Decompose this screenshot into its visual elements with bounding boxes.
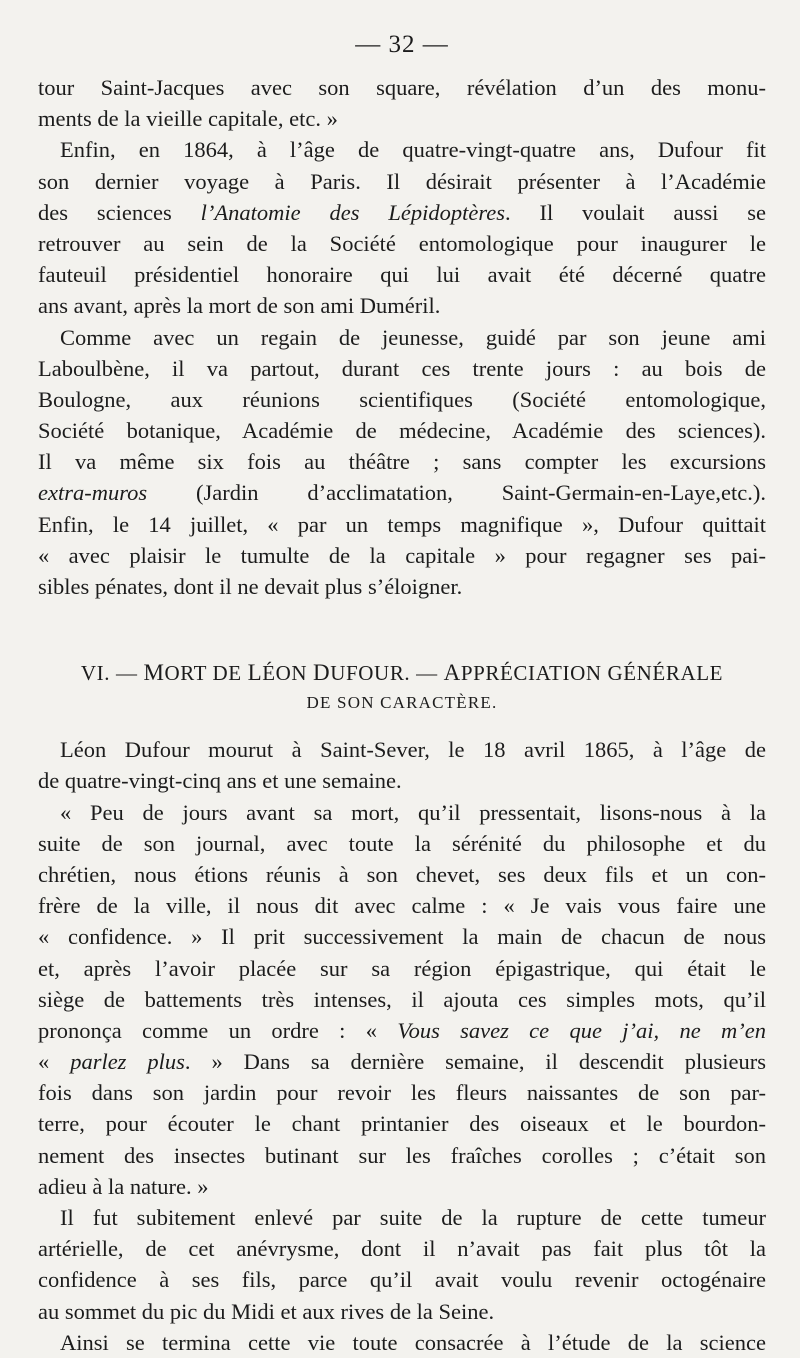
text-line	[38, 1015, 766, 1046]
heading-number: VI. —	[80, 661, 144, 686]
paragraph	[38, 734, 766, 796]
text-line: confidence à ses fils, parce qu’il avait voulu revenir octogénaire	[38, 1267, 766, 1293]
text-line	[38, 477, 766, 508]
text-line: Léon Dufour mourut à Saint-Sever, le 18 avril 1865, à l’âge de	[60, 737, 766, 763]
heading-cap: L	[247, 660, 263, 686]
text-line: siège de battements très intenses, il ajouta ces simples mots, qu’il	[38, 986, 766, 1012]
text-line	[38, 1046, 766, 1077]
text-line: sibles pénates, dont il ne devait plus s’éloigner.	[38, 574, 463, 599]
text-line: Société botanique, Académie de médecine, Académie des sciences).	[38, 418, 766, 444]
text-line: Il fut subitement enlevé par suite de la rupture de cette tumeur	[60, 1205, 766, 1230]
heading-text: UFOUR. —	[330, 661, 444, 686]
text-line: nement des insectes butinant sur les fraîches corolles ; c’était son	[38, 1142, 766, 1168]
paragraph	[38, 322, 766, 603]
italic-phrase: extra-muros	[38, 480, 148, 506]
text-line: adieu à la nature. »	[38, 1173, 209, 1199]
text-line: frère de la ville, il nous dit avec calme : « Je vais vous faire une	[38, 893, 766, 919]
text-line: tour Saint-Jacques avec son square, révélation d’un des monu-	[38, 75, 766, 100]
text-line: et, après l’avoir placée sur sa région épigastrique, qui était le	[38, 955, 766, 981]
heading-cap: D	[313, 660, 331, 686]
text-line: suite de son journal, avec toute la sérénité du philosophe et du	[38, 830, 766, 856]
text-line: Comme avec un regain de jeunesse, guidé par son jeune ami	[60, 324, 766, 350]
text-line: Ainsi se termina cette vie toute consacrée à l’étude de la science	[60, 1329, 766, 1355]
text-line: Enfin, en 1864, à l’âge de quatre-vingt-quatre ans, Dufour fit	[60, 137, 766, 163]
paragraph	[38, 134, 766, 321]
text-line: Boulogne, aux réunions scientifiques (Société entomologique,	[38, 386, 766, 412]
text-segment: . » Dans sa dernière semaine, il descendit plusieurs	[184, 1049, 766, 1075]
text-line: terre, pour écouter le chant printanier des oiseaux et le bourdon-	[38, 1111, 766, 1137]
text-segment: (Jardin d’acclimatation, Saint-Germain-en-Laye,etc.).	[147, 480, 766, 506]
italic-quote: parlez plus	[70, 1049, 185, 1075]
text-line: Laboulbène, il va partout, durant ces trente jours : au bois de	[38, 355, 766, 381]
heading-text: PPRÉCIATION GÉNÉRALE	[460, 661, 724, 686]
heading-text: ORT DE	[164, 661, 248, 686]
text-segment: des sciences	[38, 199, 201, 225]
text-line: fois dans son jardin pour revoir les fleurs naissantes de son par-	[38, 1080, 766, 1106]
text-line: ments de la vieille capitale, etc. »	[38, 106, 338, 132]
paragraph	[38, 1327, 766, 1358]
text-line: fauteuil présidentiel honoraire qui lui avait été décerné quatre	[38, 262, 766, 288]
text-segment: «	[38, 1049, 71, 1075]
book-title: l’Anatomie des Lépidoptères	[200, 199, 505, 225]
text-segment: prononça comme un ordre : «	[38, 1017, 398, 1043]
text-line	[38, 197, 766, 228]
text-line: « avec plaisir le tumulte de la capitale » pour regagner ses pai-	[38, 542, 766, 568]
paragraph	[38, 797, 766, 1202]
text-line: artérielle, de cet anévrysme, dont il n’avait pas fait plus tôt la	[38, 1236, 766, 1262]
italic-quote: Vous savez ce que j’ai, ne m’en	[397, 1017, 766, 1043]
text-line: son dernier voyage à Paris. Il désirait présenter à l’Académie	[38, 168, 766, 194]
text-line: « Peu de jours avant sa mort, qu’il pressentait, lisons-nous à la	[60, 799, 766, 825]
text-line: Enfin, le 14 juillet, « par un temps magnifique », Dufour quittait	[38, 511, 766, 537]
section-gap	[38, 602, 766, 658]
paragraph	[38, 1202, 766, 1327]
heading-cap: A	[443, 660, 461, 686]
text-line: chrétien, nous étions réunis à son chevet, ses deux fils et un con-	[38, 861, 766, 887]
paragraph	[38, 72, 766, 134]
section-heading	[38, 658, 766, 688]
heading-text: ÉON	[262, 661, 314, 686]
text-line: « confidence. » Il prit successivement la main de chacun de nous	[38, 924, 766, 950]
section-heading-subline: DE SON CARACTÈRE.	[306, 693, 498, 713]
heading-cap: M	[143, 660, 165, 686]
text-line: Il va même six fois au théâtre ; sans compter les excursions	[38, 449, 766, 475]
text-line: au sommet du pic du Midi et aux rives de la Seine.	[38, 1298, 495, 1324]
text-line: ans avant, après la mort de son ami Duméril.	[38, 293, 441, 319]
text-segment: . Il voulait aussi se	[504, 199, 766, 225]
text-line: retrouver au sein de la Société entomologique pour inaugurer le	[38, 230, 766, 256]
text-line: de quatre-vingt-cinq ans et une semaine.	[38, 768, 402, 794]
page-number: — 32 —	[355, 31, 449, 58]
